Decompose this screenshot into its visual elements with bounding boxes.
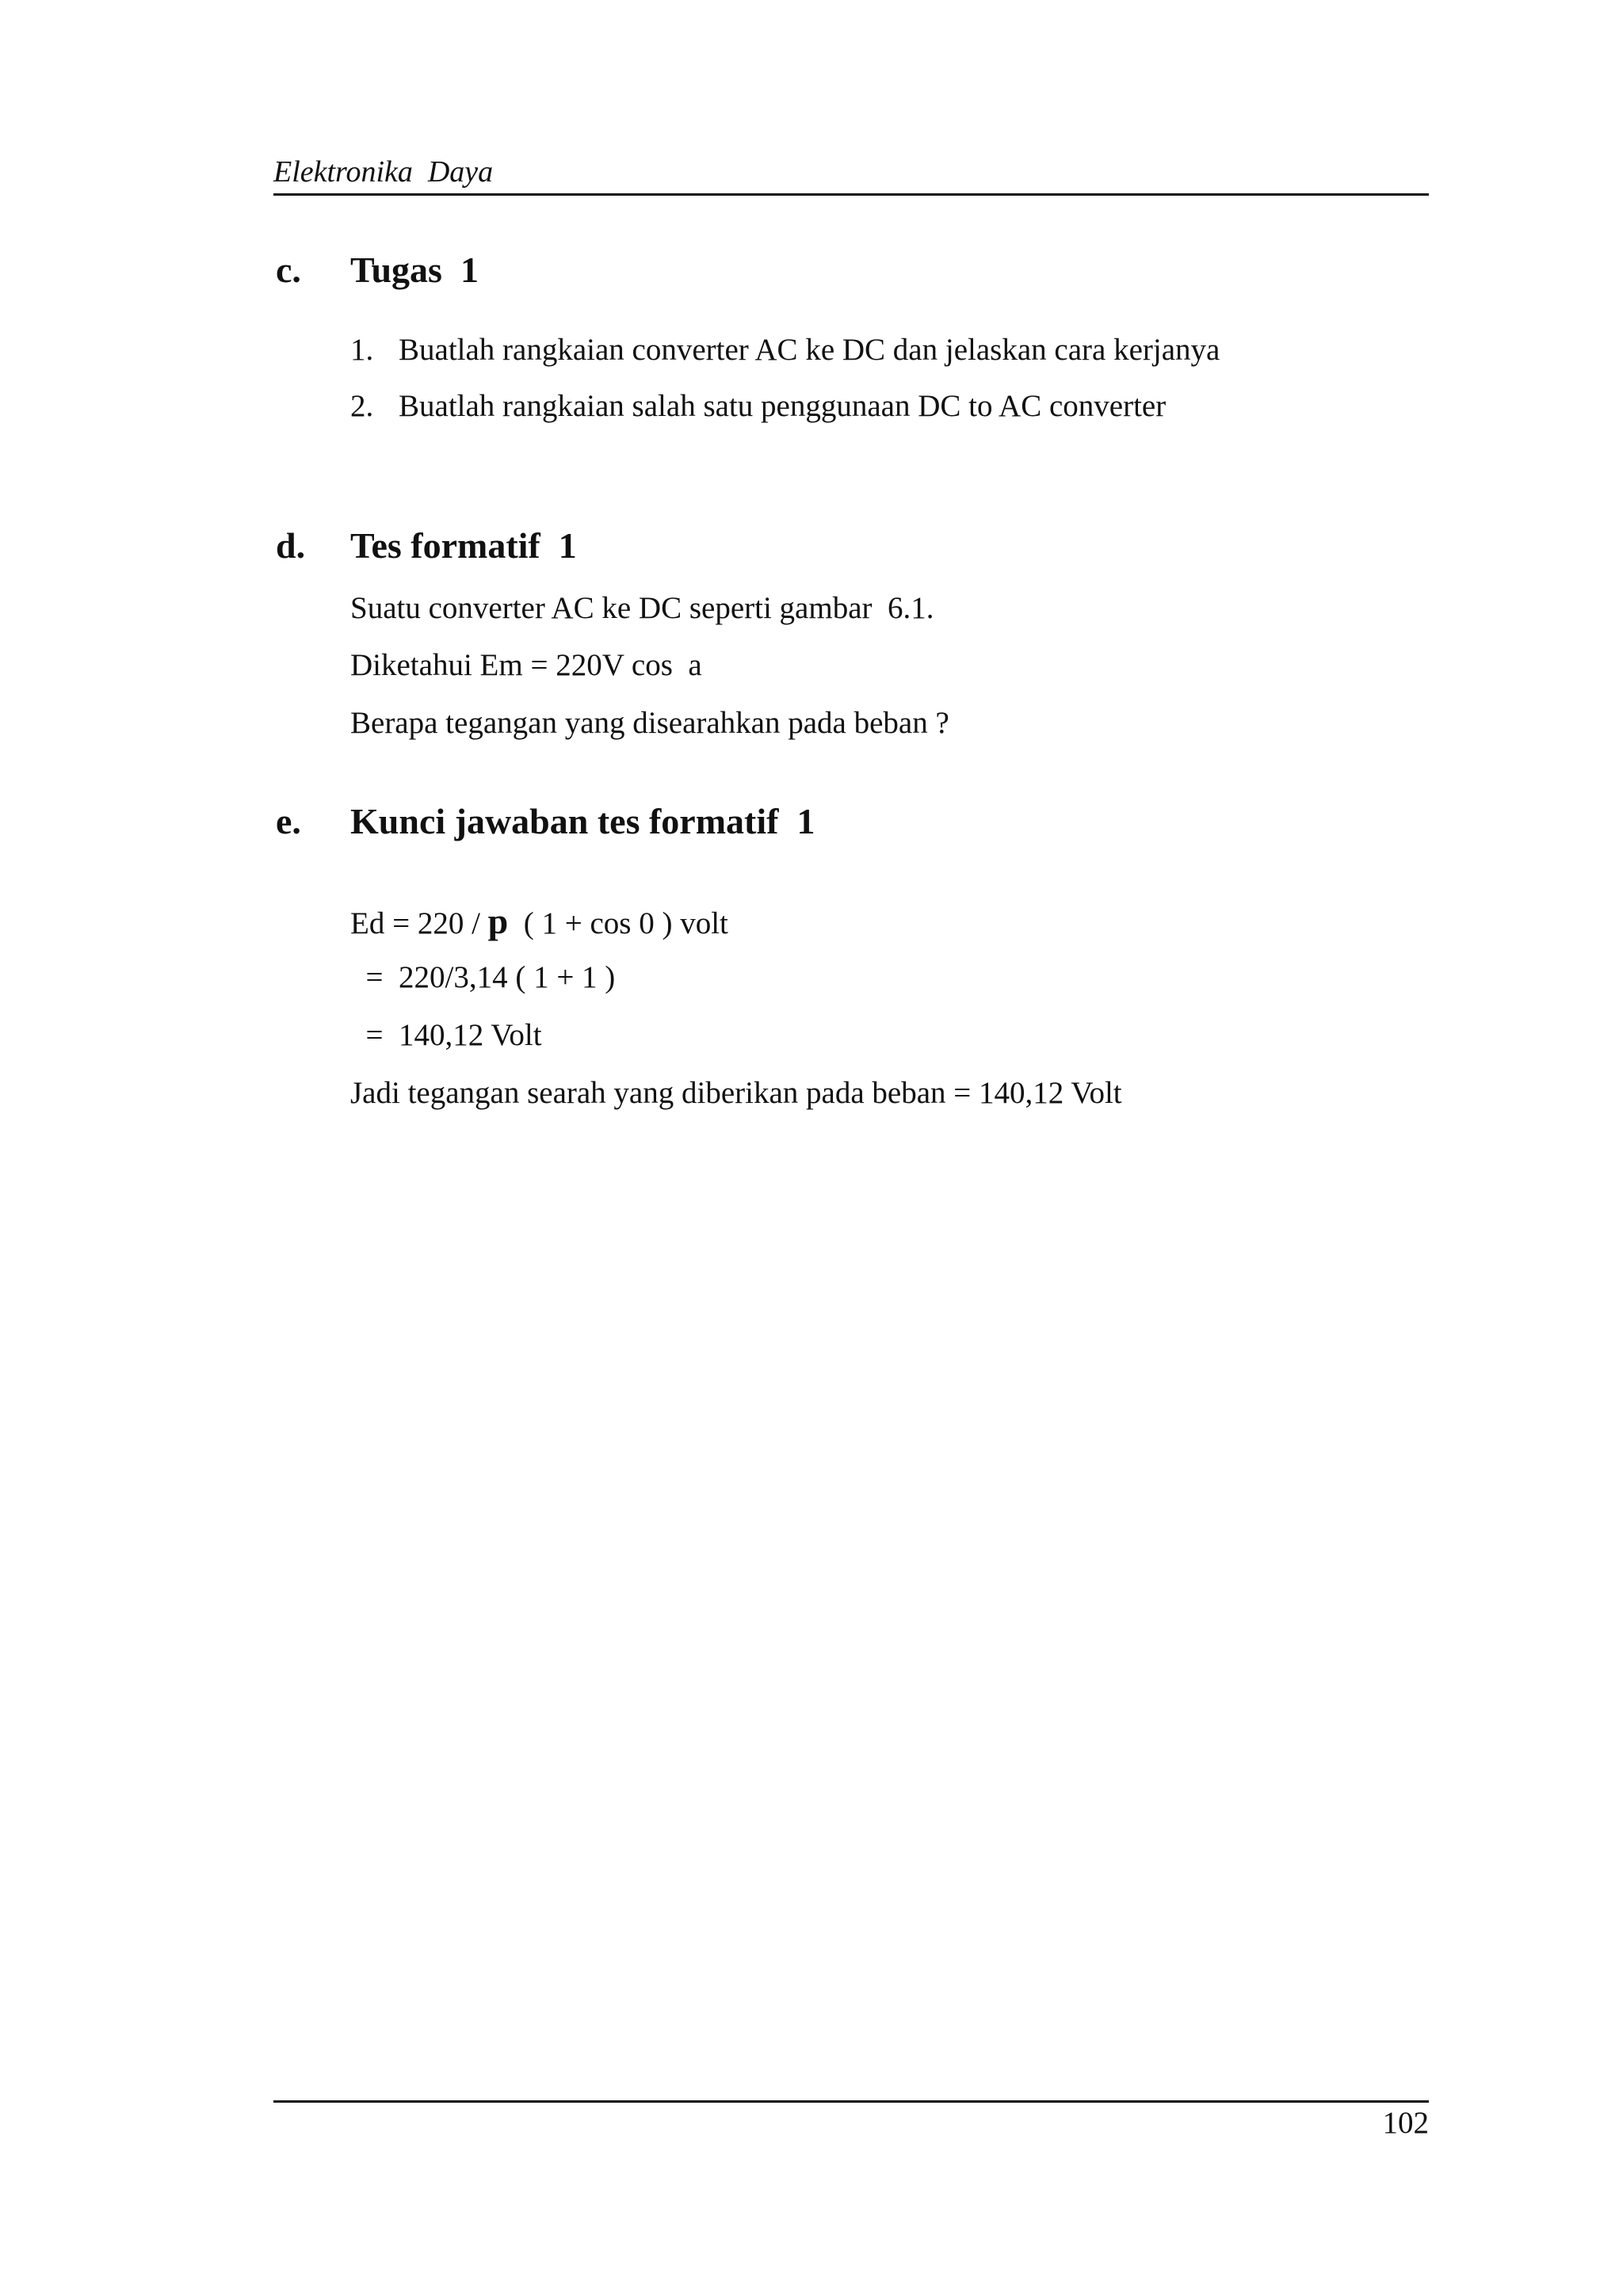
pi-symbol: p [487, 901, 509, 941]
formula-line [350, 903, 728, 940]
section-e-title: Kunci jawaban tes formatif 1 [350, 801, 815, 841]
answer-line-3: Jadi tegangan searah yang diberikan pada beban = 140,12 Volt [350, 1076, 1122, 1110]
header-rule [273, 193, 1429, 196]
section-d-label: d. [276, 525, 306, 566]
task-1-text: Buatlah rangkaian converter AC ke DC dan jelaskan cara kerjanya [399, 333, 1220, 367]
test-line-1: Suatu converter AC ke DC seperti gambar 6.1. [350, 591, 934, 625]
task-2-number: 2. [350, 389, 374, 423]
running-header: Elektronika Daya [273, 155, 494, 189]
formula-suffix: ( 1 + cos 0 ) volt [508, 906, 728, 940]
test-line-3: Berapa tegangan yang disearahkan pada beban ? [350, 706, 949, 740]
section-c-label: c. [276, 250, 301, 290]
section-e-label: e. [276, 801, 301, 841]
footer-rule [273, 2100, 1429, 2103]
section-d-title: Tes formatif 1 [350, 525, 577, 566]
task-1-number: 1. [350, 333, 374, 367]
formula-prefix: Ed = 220 / [350, 906, 488, 940]
answer-line-1: = 220/3,14 ( 1 + 1 ) [350, 960, 616, 994]
page-number: 102 [1382, 2106, 1429, 2140]
answer-line-2: = 140,12 Volt [350, 1018, 542, 1052]
task-2-text: Buatlah rangkaian salah satu penggunaan DC to AC converter [399, 389, 1167, 423]
test-line-2: Diketahui Em = 220V cos a [350, 648, 702, 682]
section-c-title: Tugas 1 [350, 250, 479, 290]
